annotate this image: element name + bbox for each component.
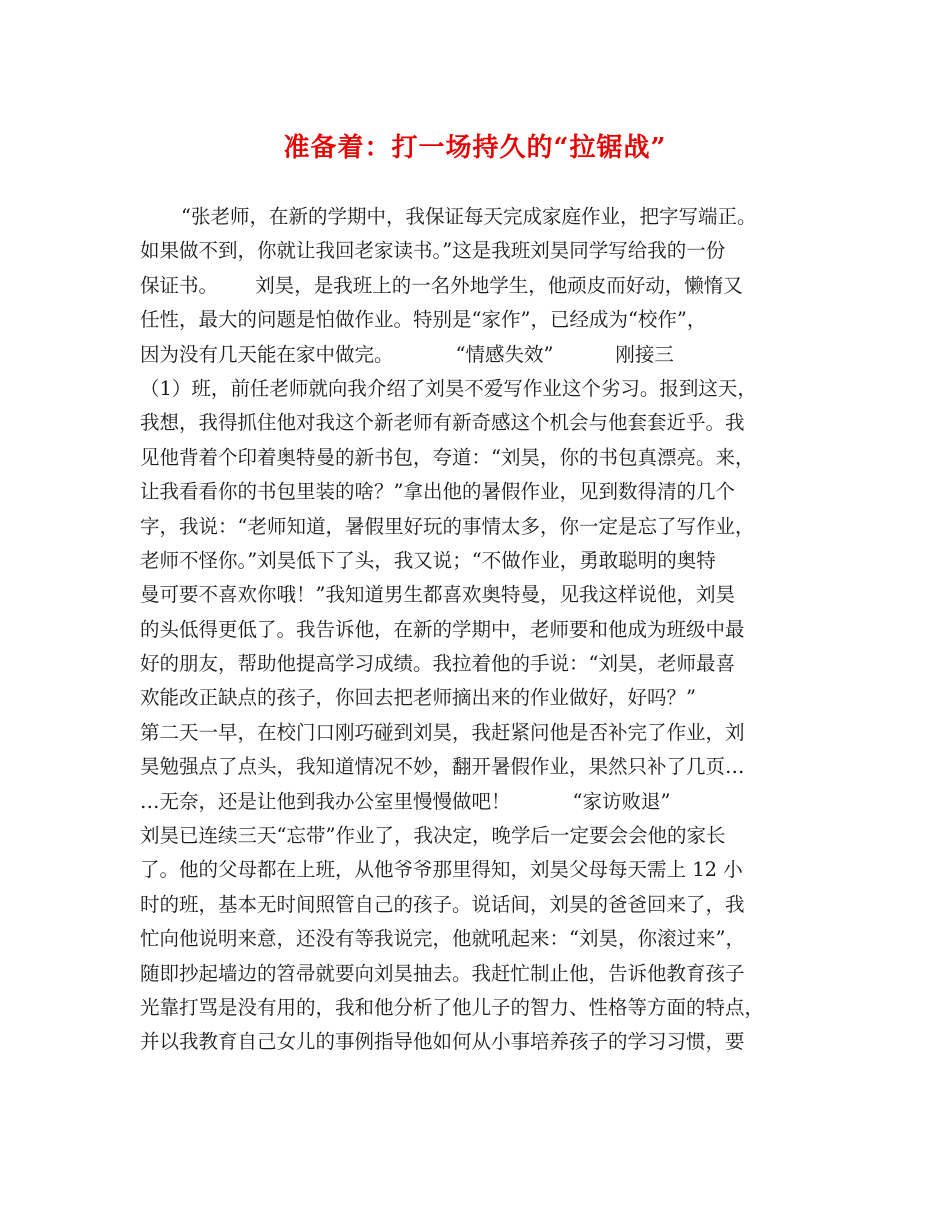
text-line: 忙向他说明来意，还没有等我说完，他就吼起来：“刘昊，你滚过来”， — [140, 927, 745, 951]
text-line: 并以我教育自己女儿的事例指导他如何从小事培养孩子的学习习惯，要 — [140, 1030, 745, 1054]
text-line: 任性，最大的问题是怕做作业。特别是“家作”，已经成为“校作”， — [140, 308, 707, 332]
text-line: “张老师，在新的学期中，我保证每天完成家庭作业，把字写端正。 — [181, 205, 757, 228]
text-line: 见他背着个印着奥特曼的新书包，夸道：“刘昊，你的书包真漂亮。来， — [140, 445, 755, 469]
text-line: 老师不怪你。”刘昊低下了头，我又说；“不做作业，勇敢聪明的奥特 — [140, 548, 716, 572]
text-line: 的头低得更低了。我告诉他，在新的学期中，老师要和他成为班级中最 — [140, 617, 745, 641]
text-line: 因为没有几天能在家中做完。 “情感失效” 刚接三 — [140, 342, 674, 366]
text-line: 我想，我得抓住他对我这个新老师有新奇感这个机会与他套套近乎。我 — [140, 411, 745, 435]
text-line: 保证书。 刘昊，是我班上的一名外地学生，他顽皮而好动，懒惰又 — [140, 273, 743, 297]
text-line: 如果做不到，你就让我回老家读书。”这是我班刘昊同学写给我的一份 — [140, 239, 726, 263]
text-line: 了。他的父母都在上班，从他爷爷那里得知，刘昊父母每天需上 12 小 — [140, 858, 743, 882]
text-line: 好的朋友，帮助他提高学习成绩。我拉着他的手说：“刘昊，老师最喜 — [140, 652, 735, 676]
text-line: 时的班，基本无时间照管自己的孩子。说话间，刘昊的爸爸回来了，我 — [140, 892, 745, 916]
text-line: 字，我说：“老师知道，暑假里好玩的事情太多，你一定是忘了写作业， — [140, 514, 755, 538]
text-line: 昊勉强点了点头，我知道情况不妙，翻开暑假作业，果然只补了几页… — [140, 755, 745, 779]
text-line: 随即抄起墙边的笤帚就要向刘昊抽去。我赶忙制止他，告诉他教育孩子 — [140, 961, 745, 985]
text-line: （1）班，前任老师就向我介绍了刘昊不爱写作业这个劣习。报到这天， — [140, 376, 757, 400]
text-line: …无奈，还是让他到我办公室里慢慢做吧！ “家访败退” — [140, 789, 671, 813]
text-line: 第二天一早，在校门口刚巧碰到刘昊，我赶紧问他是否补完了作业，刘 — [140, 720, 745, 744]
document-body — [140, 200, 840, 1060]
text-line: 光靠打骂是没有用的，我和他分析了他儿子的智力、性格等方面的特点， — [140, 995, 765, 1019]
document-title: 准备着：打一场持久的“拉锯战” — [283, 133, 667, 163]
text-line: 让我看看你的书包里装的啥？”拿出他的暑假作业，见到数得清的几个 — [140, 480, 735, 504]
text-line: 欢能改正缺点的孩子，你回去把老师摘出来的作业做好，好吗？” — [140, 686, 696, 710]
text-line: 刘昊已连续三天“忘带”作业了，我决定，晚学后一定要会会他的家长 — [140, 824, 726, 848]
text-line: 曼可要不喜欢你哦！”我知道男生都喜欢奥特曼，见我这样说他，刘昊 — [140, 583, 735, 607]
